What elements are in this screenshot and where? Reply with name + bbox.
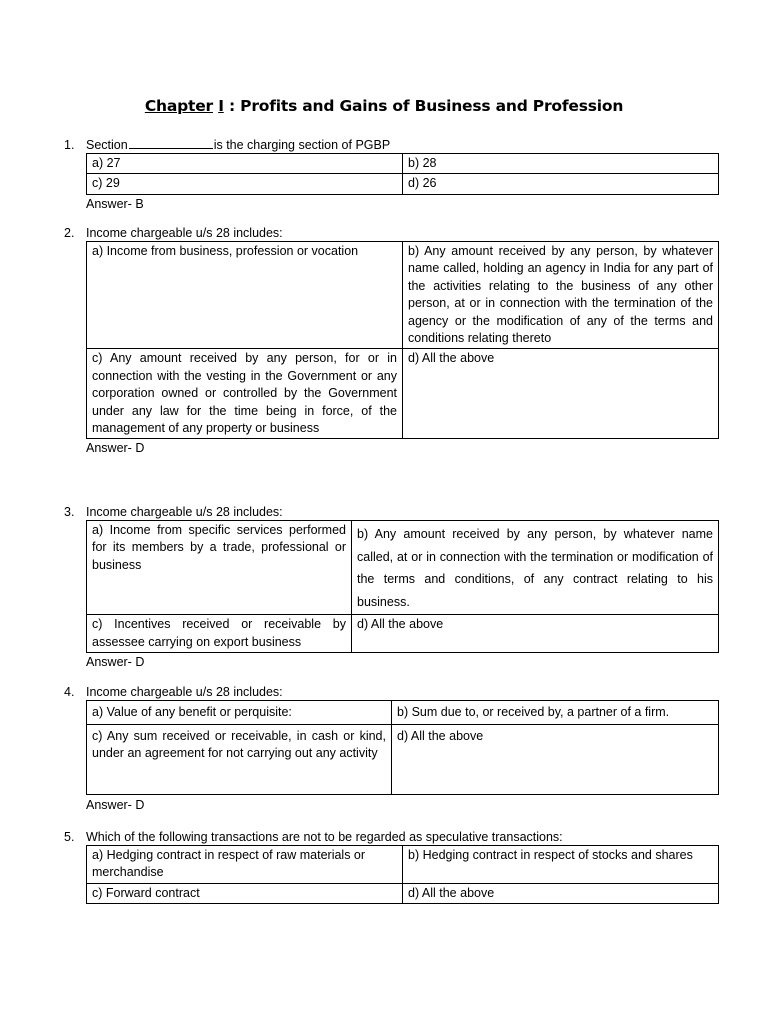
question-5 <box>64 829 724 904</box>
options-table <box>86 520 719 653</box>
option-c: c) Any sum received or receivable, in cash or kind, under an agreement for not carrying out any activity <box>87 725 392 795</box>
answer-text: Answer- D <box>86 441 145 456</box>
option-d: d) All the above <box>403 349 719 439</box>
option-d: d) All the above <box>392 725 719 795</box>
title-chapter-numeral: I <box>218 97 224 115</box>
option-b: b) Any amount received by any person, by whatever name called, holding an agency in India for any part of the activities relating to the business of any other person, at or in connection with the termination of the agency or the modification of any of the terms and conditions relating thereto <box>403 242 719 349</box>
page-title <box>0 97 768 115</box>
question-3 <box>64 504 724 671</box>
question-2 <box>64 225 724 457</box>
options-table <box>86 845 719 904</box>
answer-text: Answer- B <box>86 196 144 211</box>
option-c: c) Incentives received or receivable by assessee carrying on export business <box>87 615 352 653</box>
question-text: Section is the charging section of PGBP <box>86 138 391 152</box>
option-d: d) 26 <box>403 174 719 194</box>
option-a: a) Value of any benefit or perquisite: <box>87 701 392 725</box>
answer-text: Answer- D <box>86 655 145 670</box>
option-c: c) 29 <box>87 174 403 194</box>
question-text: Income chargeable u/s 28 includes: <box>86 505 283 519</box>
option-d: d) All the above <box>352 615 719 653</box>
question-1 <box>64 137 724 213</box>
question-text: Income chargeable u/s 28 includes: <box>86 226 283 240</box>
title-text: : Profits and Gains of Business and Profession <box>223 97 624 115</box>
option-a: a) Hedging contract in respect of raw materials or merchandise <box>87 846 403 884</box>
question-number: 4. <box>64 685 75 699</box>
question-4 <box>64 684 724 814</box>
question-number: 1. <box>64 138 75 152</box>
fill-in-blank <box>129 137 213 149</box>
options-table <box>86 241 719 439</box>
option-a: a) Income from business, profession or vocation <box>87 242 403 349</box>
question-text: Which of the following transactions are not to be regarded as speculative transactions: <box>86 830 563 844</box>
question-text: Income chargeable u/s 28 includes: <box>86 685 283 699</box>
option-c: c) Any amount received by any person, for or in connection with the vesting in the Government or any corporation owned or controlled by the Government under any law for the time being in force, of the management of any property or business <box>87 349 403 439</box>
option-a: a) Income from specific services performed for its members by a trade, professional or business <box>87 521 352 615</box>
title-chapter-word: Chapter <box>144 97 213 115</box>
question-number: 5. <box>64 830 75 844</box>
option-d: d) All the above <box>403 883 719 903</box>
question-number: 2. <box>64 226 75 240</box>
options-table <box>86 700 719 795</box>
option-a: a) 27 <box>87 154 403 174</box>
option-b: b) Sum due to, or received by, a partner of a firm. <box>392 701 719 725</box>
options-table <box>86 153 719 195</box>
question-number: 3. <box>64 505 75 519</box>
option-b: b) 28 <box>403 154 719 174</box>
option-c: c) Forward contract <box>87 883 403 903</box>
option-b: b) Any amount received by any person, by whatever name called, at or in connection with the termination or modification of the terms and conditions, of any contract relating to his business. <box>352 521 719 615</box>
option-b: b) Hedging contract in respect of stocks and shares <box>403 846 719 884</box>
answer-text: Answer- D <box>86 798 145 812</box>
